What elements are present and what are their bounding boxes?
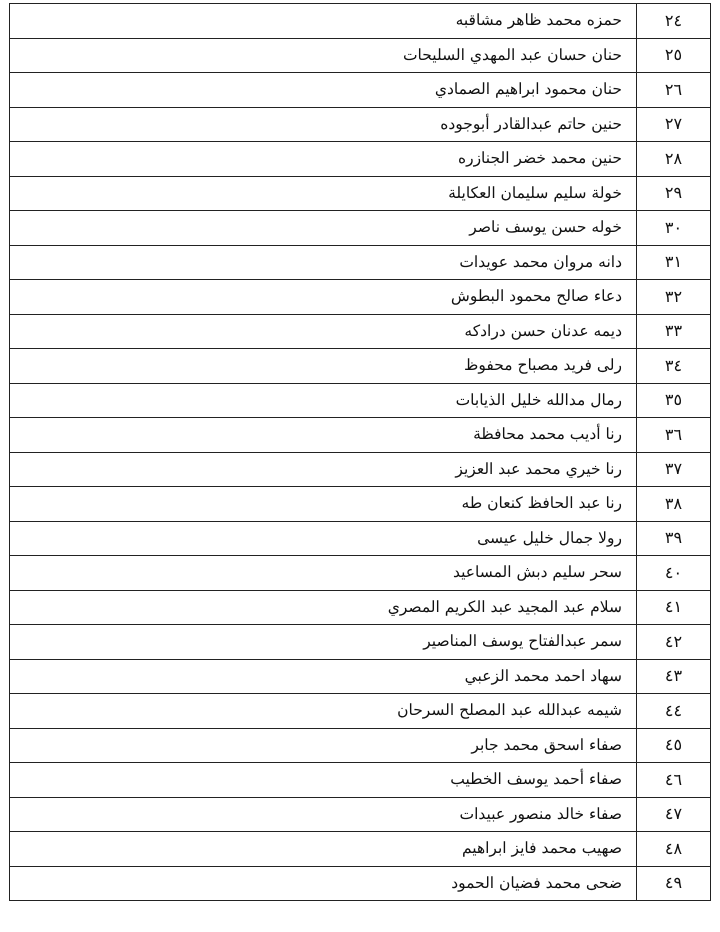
table-row — [10, 418, 711, 453]
row-number: ٤٢ — [637, 625, 711, 660]
table-row — [10, 487, 711, 522]
row-number: ٣٧ — [637, 452, 711, 487]
person-name: رمال مدالله خليل الذيابات — [10, 383, 637, 418]
table-row — [10, 452, 711, 487]
table-row — [10, 211, 711, 246]
person-name: رنا خيري محمد عبد العزيز — [10, 452, 637, 487]
table-row — [10, 694, 711, 729]
table-row — [10, 659, 711, 694]
table-row — [10, 142, 711, 177]
person-name: حنين حاتم عبدالقادر أبوجوده — [10, 107, 637, 142]
person-name: دعاء صالح محمود البطوش — [10, 280, 637, 315]
person-name: سحر سليم دبش المساعيد — [10, 556, 637, 591]
person-name: سمر عبدالفتاح يوسف المناصير — [10, 625, 637, 660]
row-number: ٣١ — [637, 245, 711, 280]
table-row — [10, 4, 711, 39]
row-number: ٢٥ — [637, 38, 711, 73]
table-row — [10, 314, 711, 349]
row-number: ٤١ — [637, 590, 711, 625]
person-name: صفاء خالد منصور عبيدات — [10, 797, 637, 832]
row-number: ٤٨ — [637, 832, 711, 867]
row-number: ٢٧ — [637, 107, 711, 142]
row-number: ٣٦ — [637, 418, 711, 453]
row-number: ٣٩ — [637, 521, 711, 556]
table-row — [10, 763, 711, 798]
person-name: سلام عبد المجيد عبد الكريم المصري — [10, 590, 637, 625]
person-name: صفاء أحمد يوسف الخطيب — [10, 763, 637, 798]
table-row — [10, 280, 711, 315]
row-number: ٤٠ — [637, 556, 711, 591]
person-name: خوله حسن يوسف ناصر — [10, 211, 637, 246]
table-row — [10, 590, 711, 625]
row-number: ٤٩ — [637, 866, 711, 901]
table-row — [10, 797, 711, 832]
names-table-body — [10, 4, 711, 901]
table-row — [10, 349, 711, 384]
row-number: ٣٥ — [637, 383, 711, 418]
table-row — [10, 866, 711, 901]
table-row — [10, 176, 711, 211]
row-number: ٣٣ — [637, 314, 711, 349]
row-number: ٣٤ — [637, 349, 711, 384]
person-name: حنان حسان عبد المهدي السليحات — [10, 38, 637, 73]
table-row — [10, 107, 711, 142]
person-name: حنان محمود ابراهيم الصمادي — [10, 73, 637, 108]
table-row — [10, 625, 711, 660]
person-name: خولة سليم سليمان العكايلة — [10, 176, 637, 211]
row-number: ٤٧ — [637, 797, 711, 832]
row-number: ٢٤ — [637, 4, 711, 39]
row-number: ٢٩ — [637, 176, 711, 211]
person-name: دانه مروان محمد عويدات — [10, 245, 637, 280]
table-row — [10, 556, 711, 591]
person-name: ضحى محمد فضيان الحمود — [10, 866, 637, 901]
person-name: حمزه محمد ظاهر مشاقبه — [10, 4, 637, 39]
row-number: ٤٦ — [637, 763, 711, 798]
person-name: رلى فريد مصباح محفوظ — [10, 349, 637, 384]
person-name: رولا جمال خليل عيسى — [10, 521, 637, 556]
table-row — [10, 521, 711, 556]
person-name: صفاء اسحق محمد جابر — [10, 728, 637, 763]
table-row — [10, 832, 711, 867]
table-row — [10, 245, 711, 280]
document-page — [9, 3, 711, 901]
table-row — [10, 73, 711, 108]
row-number: ٣٨ — [637, 487, 711, 522]
person-name: شيمه عبدالله عبد المصلح السرحان — [10, 694, 637, 729]
person-name: رنا أديب محمد محافظة — [10, 418, 637, 453]
person-name: سهاد احمد محمد الزعبي — [10, 659, 637, 694]
row-number: ٤٥ — [637, 728, 711, 763]
row-number: ٣٠ — [637, 211, 711, 246]
table-row — [10, 728, 711, 763]
person-name: رنا عبد الحافظ كنعان طه — [10, 487, 637, 522]
table-row — [10, 383, 711, 418]
row-number: ٤٤ — [637, 694, 711, 729]
row-number: ٢٨ — [637, 142, 711, 177]
row-number: ٤٣ — [637, 659, 711, 694]
row-number: ٣٢ — [637, 280, 711, 315]
row-number: ٢٦ — [637, 73, 711, 108]
table-row — [10, 38, 711, 73]
person-name: حنين محمد خضر الجنازره — [10, 142, 637, 177]
names-table — [9, 3, 711, 901]
person-name: ديمه عدنان حسن درادكه — [10, 314, 637, 349]
person-name: صهيب محمد فايز ابراهيم — [10, 832, 637, 867]
